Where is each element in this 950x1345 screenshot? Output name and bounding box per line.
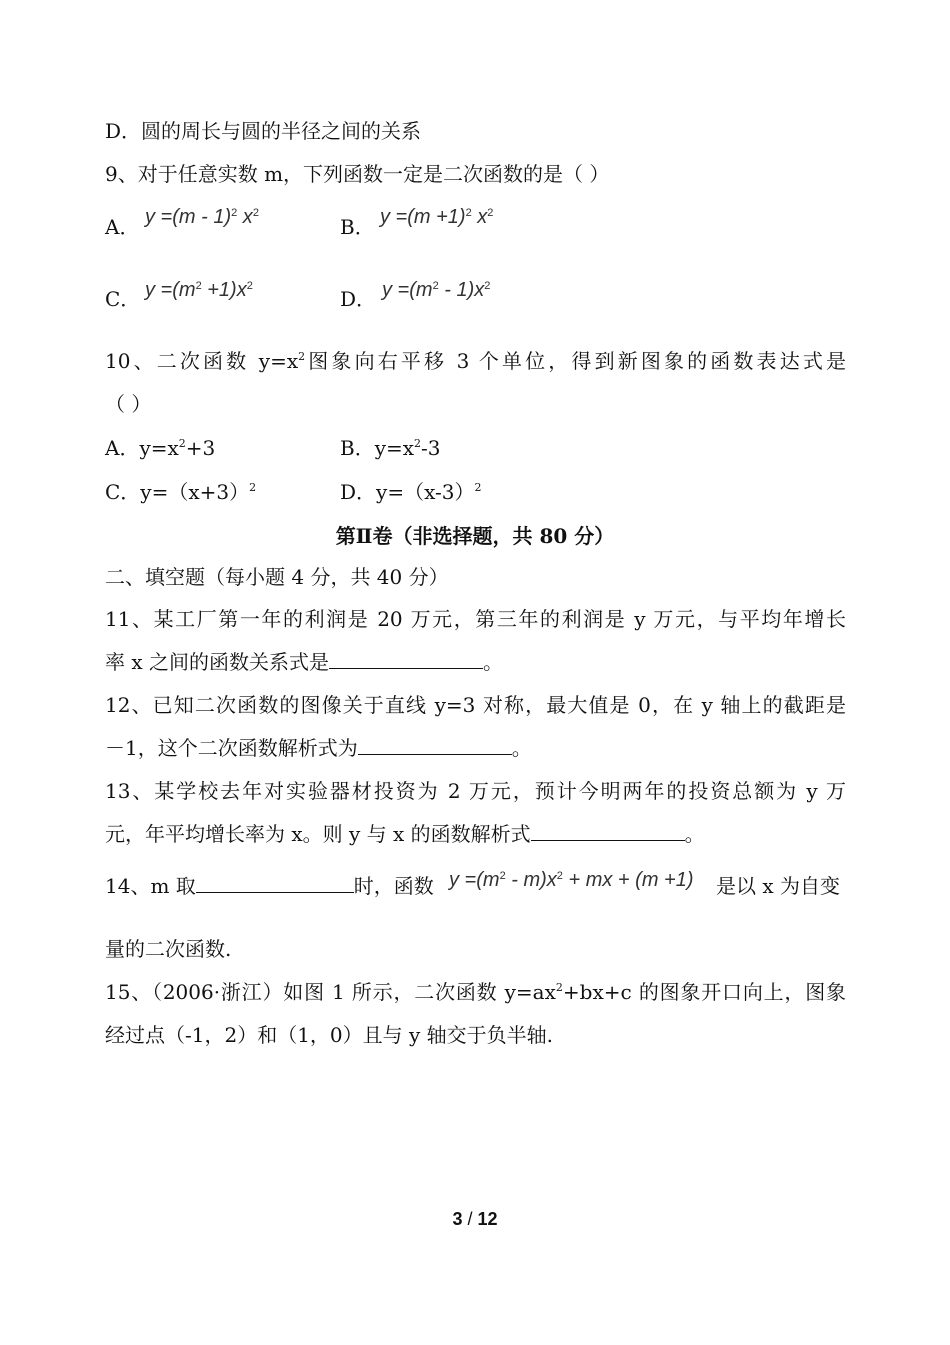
q10-option-c-text: C．y=（x+3） bbox=[105, 480, 250, 504]
q12-answer-blank[interactable] bbox=[358, 734, 512, 755]
q10-option-c-exp: 2 bbox=[249, 481, 257, 494]
q12-line1: 12、已知二次函数的图像关于直线 y=3 对称，最大值是 0，在 y 轴上的截距是 bbox=[105, 693, 846, 717]
q11-line1: 11、某工厂第一年的利润是 20 万元，第三年的利润是 y 万元，与平均年增长 bbox=[105, 607, 846, 631]
q14-suffix: 是以 x 为自变 bbox=[716, 874, 840, 898]
q12-line2-prefix: －1，这个二次函数解析式为 bbox=[105, 736, 358, 760]
q9-option-c bbox=[105, 279, 253, 313]
q9-option-c-label: C． bbox=[105, 287, 141, 311]
q14-line1 bbox=[105, 872, 434, 900]
q14-prefix: 14、m 取 bbox=[105, 874, 196, 898]
q9-option-a bbox=[105, 206, 259, 241]
q9-option-a-formula: y =(m - 1)$^2$ $x^2$ bbox=[145, 206, 259, 228]
q10-option-b-prefix: B．y=x bbox=[340, 436, 415, 460]
q10-option-a-prefix: A．y=x bbox=[105, 436, 179, 460]
q15-line1-prefix: 15、（2006·浙江）如图 1 所示，二次函数 y=ax bbox=[105, 980, 556, 1004]
q9-option-c-formula: $y =(m^2 +1)x^2$ bbox=[145, 279, 253, 301]
q9-option-b-formula: $y =(m +1)^2$ $x^2$ bbox=[380, 206, 494, 228]
q14-middle: 时，函数 bbox=[353, 874, 434, 898]
q10-option-d-exp: 2 bbox=[474, 481, 482, 494]
page-current: 3 bbox=[452, 1209, 463, 1229]
q11-line2 bbox=[105, 648, 503, 676]
q10-option-c bbox=[105, 478, 256, 506]
q9-option-d bbox=[340, 279, 491, 313]
q10-option-b bbox=[340, 434, 441, 462]
q14-answer-blank[interactable] bbox=[196, 872, 354, 893]
page-total: 12 bbox=[477, 1209, 498, 1229]
q15-line1-suffix: +bx+c 的图象开口向上，图象 bbox=[562, 980, 847, 1004]
q9-option-d-formula: $y =(m^2 - 1)x^2$ bbox=[382, 279, 491, 301]
q10-option-d-text: D．y=（x-3） bbox=[340, 480, 475, 504]
q13-line2 bbox=[105, 820, 705, 848]
q9-option-b-label: B． bbox=[340, 215, 375, 239]
q9-option-a-label: A． bbox=[105, 215, 140, 239]
q10-option-d bbox=[340, 478, 482, 506]
page-number bbox=[0, 1209, 950, 1230]
q11-line2-prefix: 率 x 之间的函数关系式是 bbox=[105, 650, 329, 674]
q10-paren: （ ） bbox=[105, 392, 152, 416]
q9-stem: 9、对于任意实数 m，下列函数一定是二次函数的是（ ） bbox=[105, 162, 610, 186]
q11-line2-suffix: 。 bbox=[483, 650, 503, 674]
part2-heading: 二、填空题（每小题 4 分，共 40 分） bbox=[105, 565, 449, 589]
q13-answer-blank[interactable] bbox=[531, 820, 685, 841]
q9-option-d-label: D． bbox=[340, 287, 377, 311]
section-title: 第Ⅱ卷（非选择题，共 80 分） bbox=[335, 524, 615, 548]
q10-stem bbox=[105, 347, 846, 375]
q10-stem-suffix: 图象向右平移 3 个单位，得到新图象的函数表达式是 bbox=[305, 349, 846, 373]
q10-option-a bbox=[105, 434, 215, 462]
page-separator: / bbox=[462, 1209, 478, 1229]
q12-line2-suffix: 。 bbox=[511, 736, 532, 760]
q10-option-b-exp: 2 bbox=[414, 437, 422, 450]
q10-option-a-exp: 2 bbox=[178, 437, 186, 450]
q11-answer-blank[interactable] bbox=[329, 648, 483, 669]
q8-option-d: D．圆的周长与圆的半径之间的关系 bbox=[105, 119, 422, 143]
q15-line2: 经过点（-1，2）和（1，0）且与 y 轴交于负半轴. bbox=[105, 1023, 554, 1047]
q9-option-b bbox=[340, 206, 494, 241]
q10-option-b-suffix: -3 bbox=[421, 436, 441, 460]
q13-line2-prefix: 元，年平均增长率为 x。则 y 与 x 的函数解析式 bbox=[105, 822, 531, 846]
q10-stem-exp: 2 bbox=[298, 350, 306, 363]
q12-line2 bbox=[105, 734, 532, 762]
q10-stem-prefix: 10、二次函数 y=x bbox=[105, 349, 299, 373]
q15-exp: 2 bbox=[555, 981, 563, 994]
q14-line2: 量的二次函数. bbox=[105, 937, 232, 961]
q10-option-a-suffix: +3 bbox=[185, 436, 216, 460]
q15-line1 bbox=[105, 978, 846, 1006]
q13-line2-suffix: 。 bbox=[684, 822, 705, 846]
q14-formula: $y =(m^2 - m)x^2$ + mx + (m +1) bbox=[449, 869, 694, 891]
q13-line1: 13、某学校去年对实验器材投资为 2 万元，预计今明两年的投资总额为 y 万 bbox=[105, 779, 846, 803]
